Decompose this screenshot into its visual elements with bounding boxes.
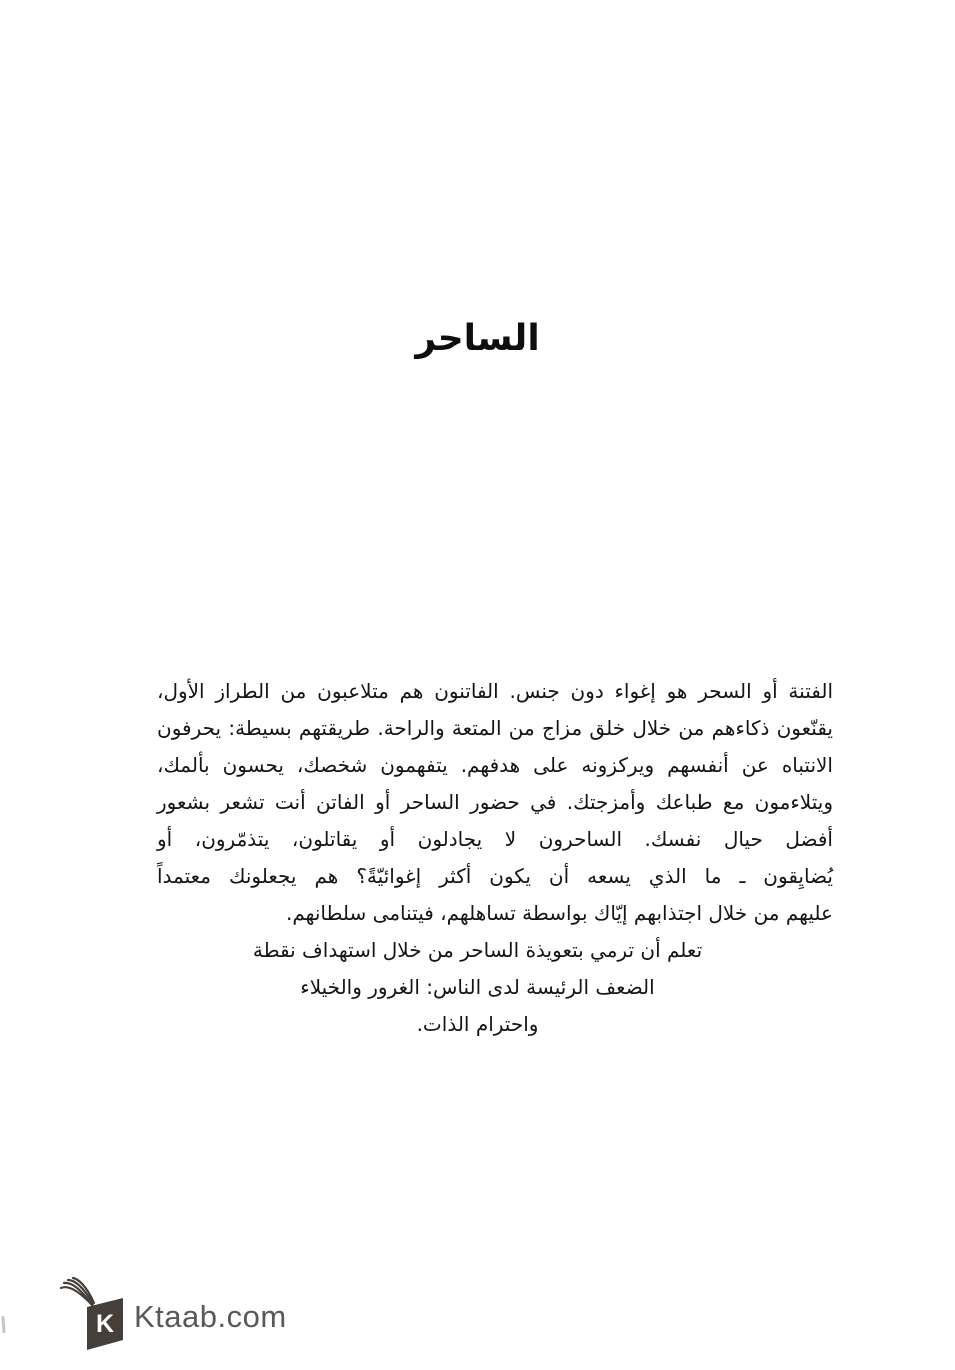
paragraph-line: أفضل حيال نفسك. الساحرون لا يجادلون أو يقاتلون، يتذمّرون، أو [157, 827, 833, 851]
paragraph-line: عليهم من خلال اجتذابهم إيّاك بواسطة تساهلهم، فيتنامى سلطانهم. [285, 901, 833, 925]
paragraph-line: يُضايِقون ـ ما الذي يسعه أن يكون أكثر إغوائيّةً؟ هم يجعلونك معتمداً [157, 864, 833, 888]
centered-line: الضعف الرئيسة لدى الناس: الغرور والخيلاء [300, 975, 655, 999]
paragraph-line: الانتباه عن أنفسهم ويركزونه على هدفهم. يتفهمون شخصك، يحسون بألمك، [157, 753, 833, 777]
body-text-block [157, 673, 833, 1043]
centered-line: واحترام الذات. [416, 1012, 539, 1036]
centered-spell-block [122, 932, 833, 1043]
centered-line: تعلم أن ترمي بتعويذة الساحر من خلال استهداف نقطة [252, 938, 703, 962]
paragraph-line: يقنّعون ذكاءهم من خلال خلق مزاج من المتعة والراحة. طريقتهم بسيطة: يحرفون [157, 716, 833, 740]
scan-artifact [1, 1316, 5, 1333]
chapter-title: الساحر [415, 318, 540, 359]
logo-k-letter: K [95, 1310, 115, 1338]
ktaab-book-icon [56, 1276, 132, 1352]
brand-name: Ktaab.com [134, 1299, 287, 1334]
paragraph-line: ويتلاءمون مع طباعك وأمزجتك. في حضور الساحر أو الفاتن أنت تشعر بشعور [157, 790, 833, 814]
paragraph-line: الفتنة أو السحر هو إغواء دون جنس. الفاتنون هم متلاعبون من الطراز الأول، [157, 679, 833, 703]
